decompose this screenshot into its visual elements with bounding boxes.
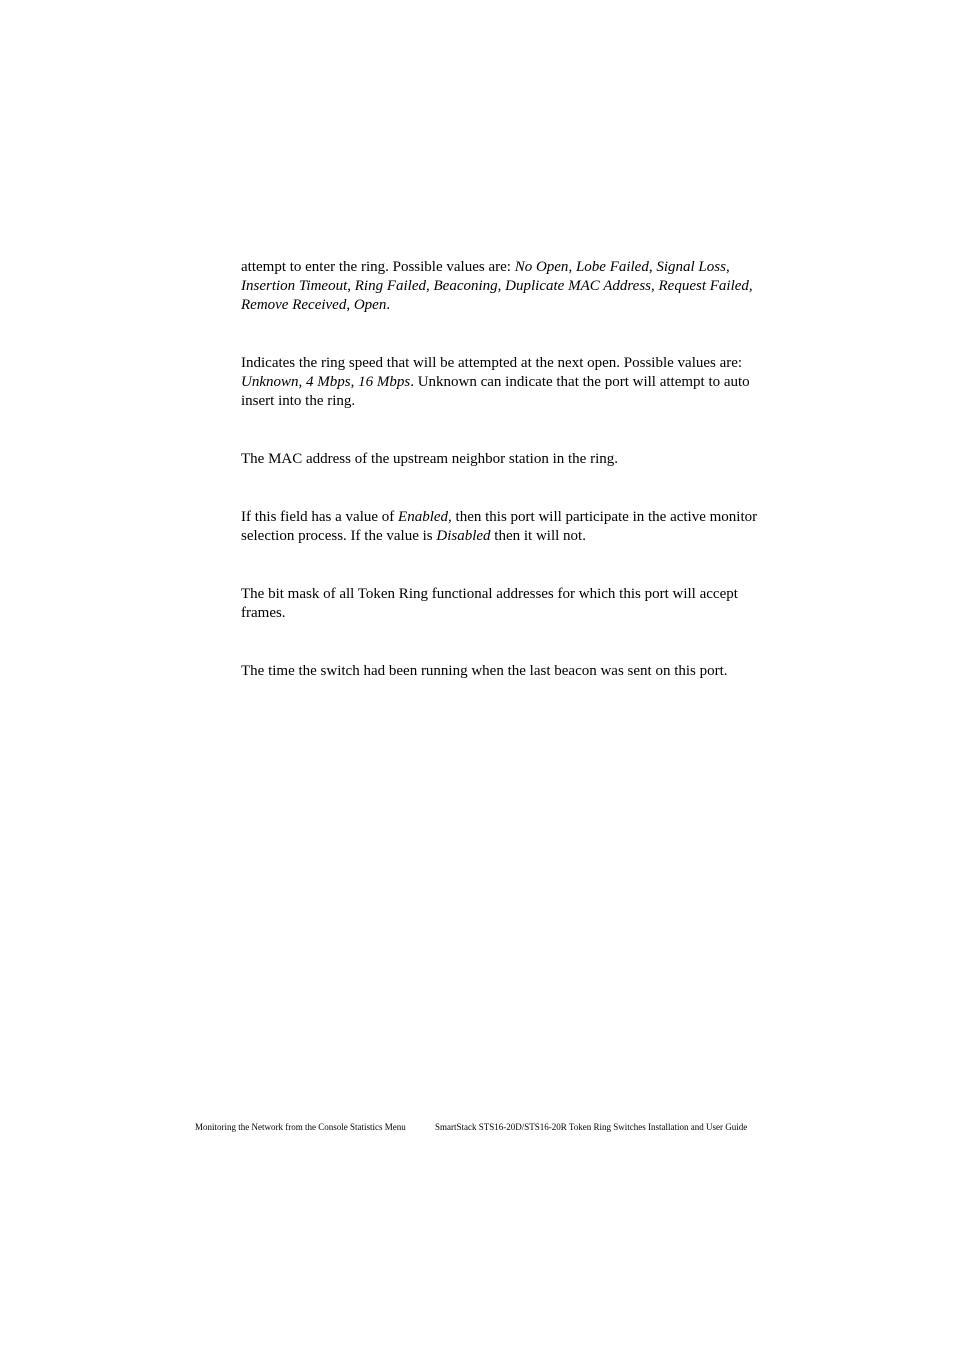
text-run: , then this port will participate in the active monitor selection process. If the value is — [241, 509, 758, 545]
value-insertion-timeout: Insertion Timeout — [241, 278, 348, 295]
value-open: Open — [353, 297, 387, 314]
text-run: , — [651, 278, 659, 295]
footer-guide-title: SmartStack STS16-20D/STS16-20R Token Ring Switches Installation and User Guide — [435, 1122, 748, 1132]
text-run: , — [497, 278, 506, 295]
text-run: , — [350, 374, 359, 391]
value-remove-received: Remove Received — [241, 297, 347, 314]
text-run: If this field has a value of — [241, 509, 399, 525]
active-monitor-description — [241, 508, 771, 546]
text-run: . — [386, 297, 391, 314]
value-lobe-failed: Lobe Failed — [575, 259, 649, 275]
ring-speed-description — [241, 354, 771, 412]
upstream-neighbor-description — [241, 450, 771, 469]
text-run: , — [347, 278, 355, 295]
value-16-mbps: 16 Mbps — [358, 374, 411, 391]
value-4-mbps: 4 Mbps — [306, 374, 351, 391]
text-run: , — [426, 278, 434, 295]
text-run: , — [725, 259, 730, 275]
text-run: , — [346, 297, 354, 314]
open-status-description — [241, 258, 771, 316]
text-run: , — [748, 278, 753, 295]
text-run: attempt to enter the ring. Possible values are: — [241, 259, 515, 275]
text-run: The bit mask of all Token Ring functional addresses for which this port will accept frames. — [241, 586, 738, 622]
text-run: , — [298, 374, 306, 391]
value-signal-loss: Signal Loss — [656, 259, 726, 275]
text-run: , — [568, 259, 576, 275]
last-beacon-description — [241, 662, 771, 681]
text-run: then it will not. — [490, 528, 586, 545]
value-disabled: Disabled — [436, 528, 491, 545]
value-beaconing: Beaconing — [433, 278, 498, 295]
text-run: The MAC address of the upstream neighbor station in the ring. — [241, 451, 619, 467]
functional-address-description — [241, 585, 771, 623]
value-duplicate-mac-address: Duplicate MAC Address — [505, 278, 651, 295]
value-no-open: No Open — [514, 259, 569, 275]
footer-section-title: Monitoring the Network from the Console Statistics Menu — [195, 1122, 406, 1132]
text-run: , — [648, 259, 657, 275]
value-request-failed: Request Failed — [658, 278, 749, 295]
text-run: Indicates the ring speed that will be attempted at the next open. Possible values are: — [241, 355, 743, 371]
value-enabled: Enabled — [398, 509, 449, 525]
text-run: . Unknown can indicate that the port will attempt to auto insert into the ring. — [241, 374, 750, 410]
value-ring-failed: Ring Failed — [354, 278, 427, 295]
text-run: The time the switch had been running when the last beacon was sent on this port. — [241, 663, 728, 679]
value-unknown: Unknown — [241, 374, 299, 391]
